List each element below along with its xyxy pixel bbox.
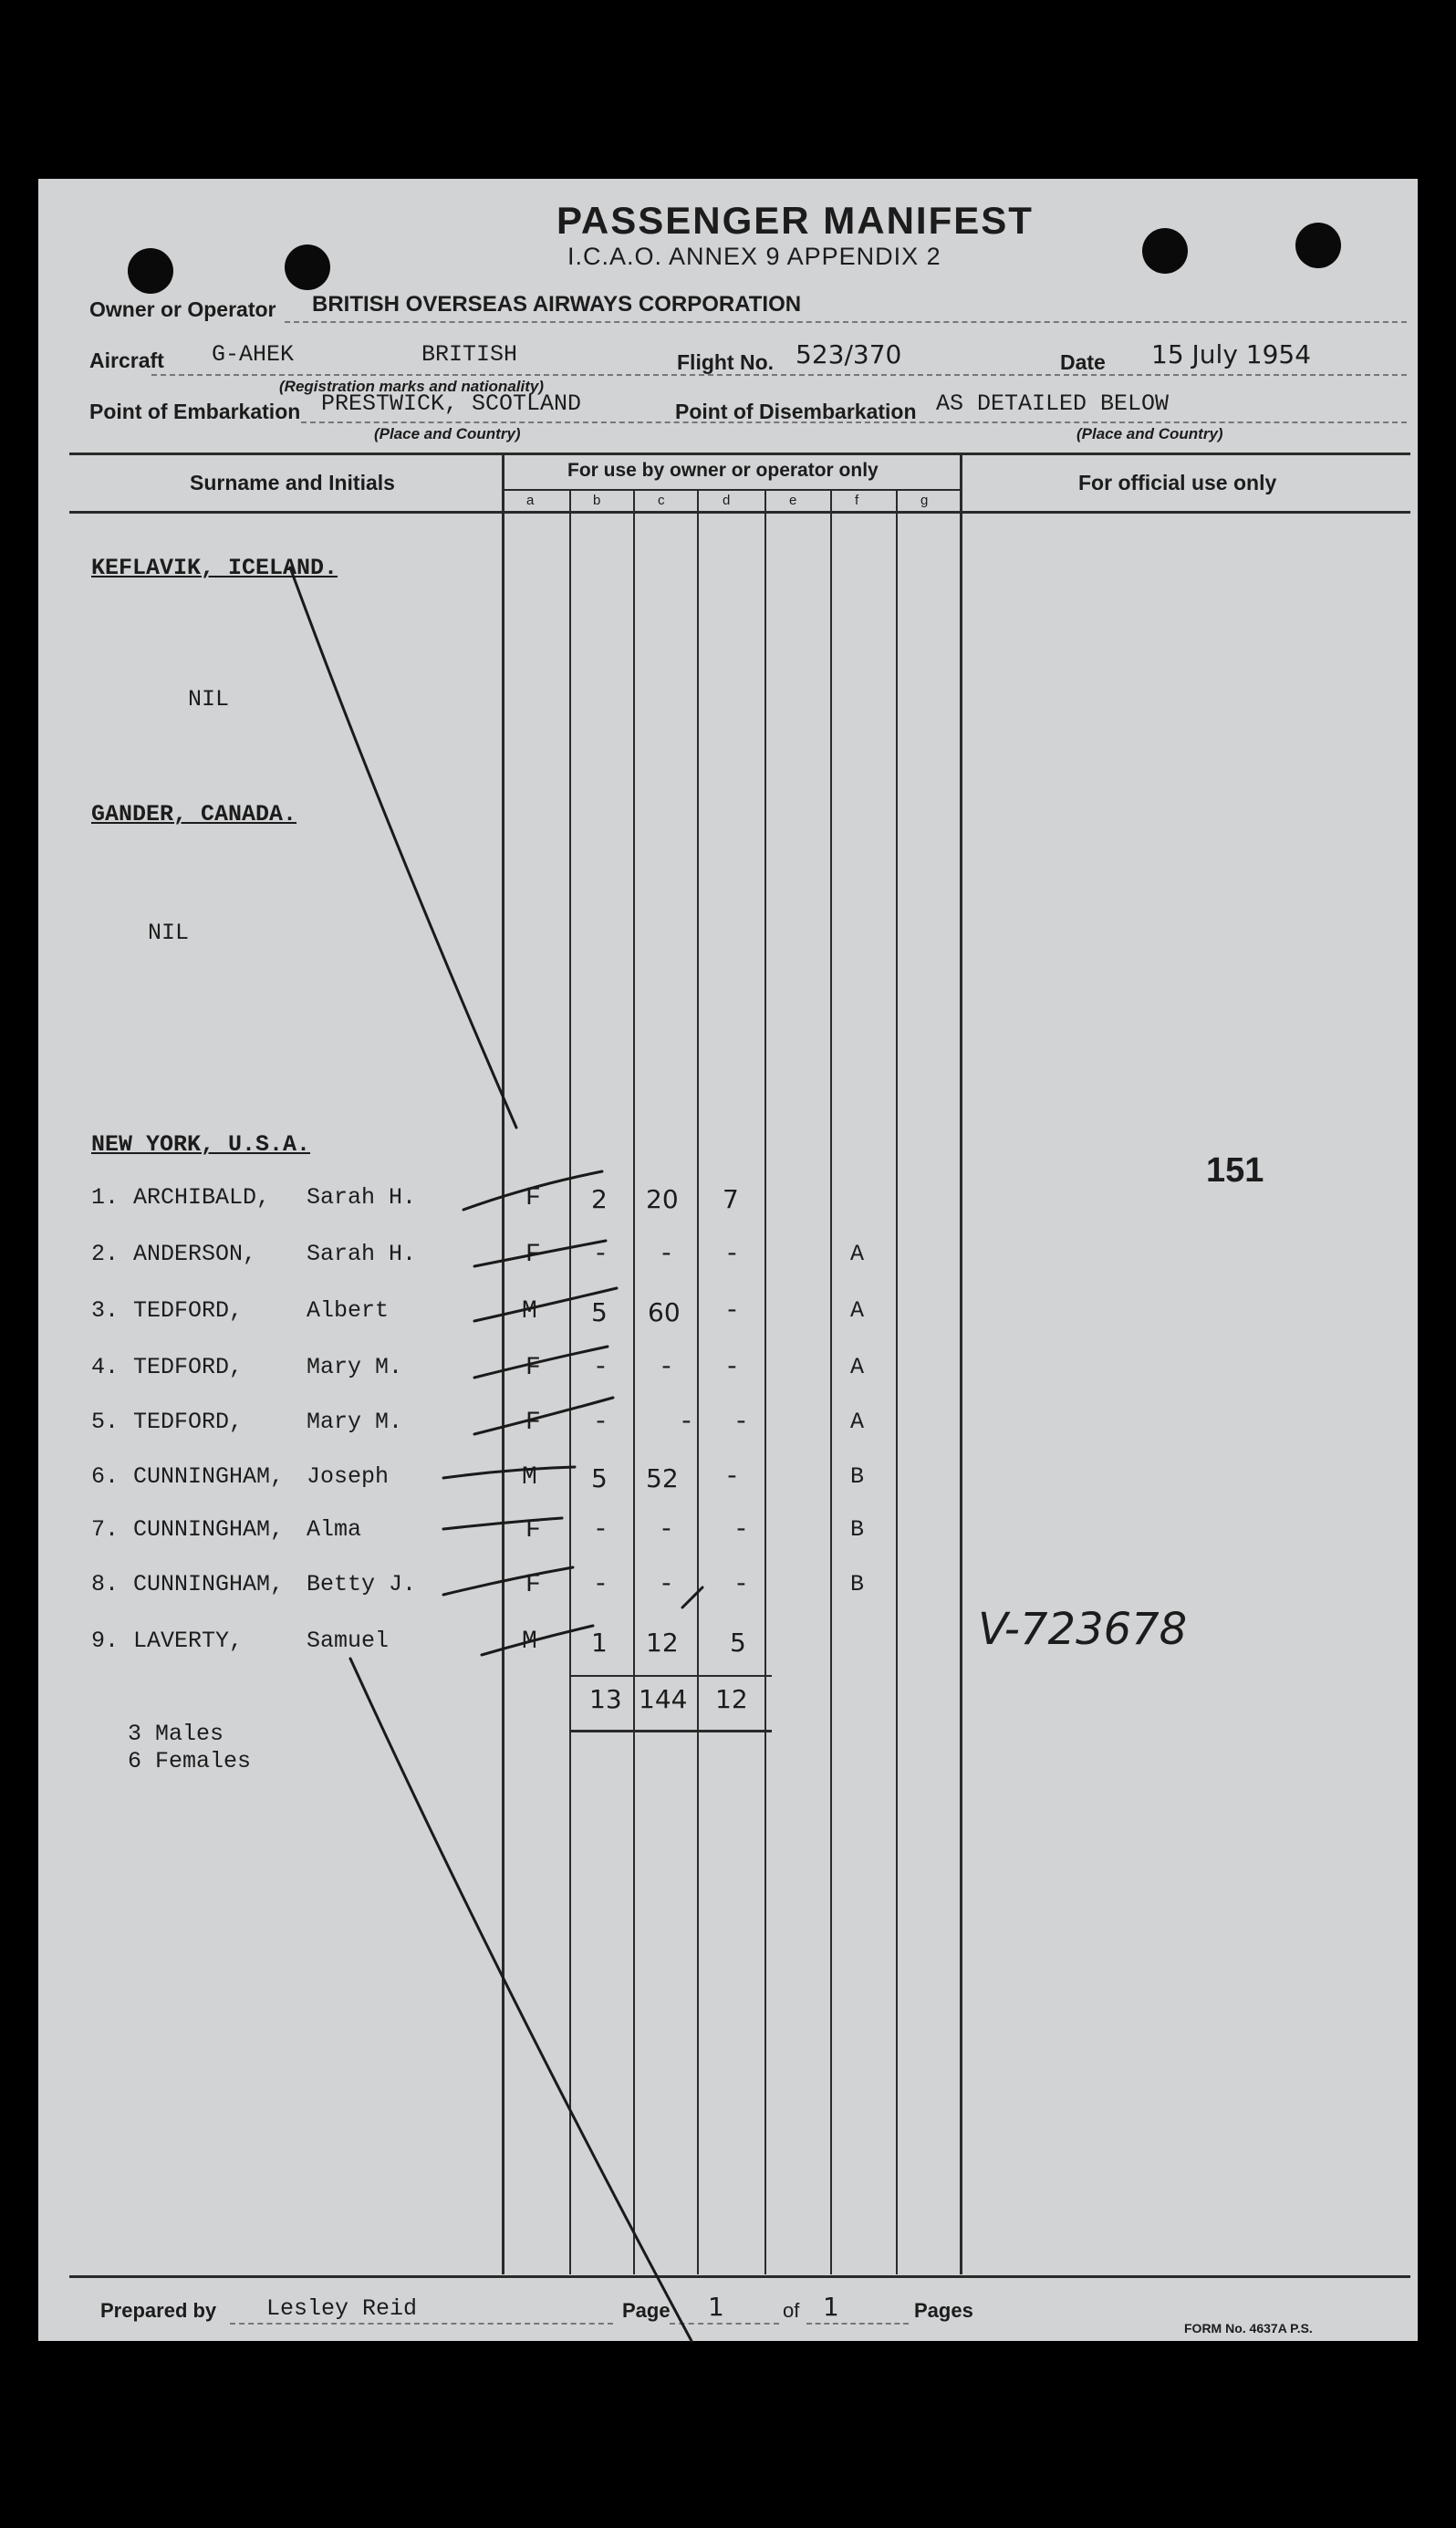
passenger-given: Sarah H. [307,1241,417,1267]
col-b-value: 2 [591,1184,608,1214]
col-f-value: A [850,1297,865,1324]
col-c-value: - [659,1354,674,1382]
row-number: 8. [91,1571,120,1597]
col-c-value: 52 [646,1463,679,1493]
col-b-value: 5 [591,1297,608,1327]
passenger-sex: M [522,1628,537,1656]
col-d-value: - [724,1354,740,1382]
col-c-label: c [658,493,665,508]
official-reference: V-723678 [978,1604,1188,1655]
col-f-value: A [850,1354,865,1380]
col-c-value: 20 [646,1184,679,1214]
passenger-surname: TEDFORD, [133,1409,244,1435]
passenger-given: Mary M. [307,1354,403,1380]
col-f-value: A [850,1409,865,1435]
tick-mark-9 [482,1626,593,1655]
passenger-sex: F [525,1409,541,1437]
section-new-york: NEW YORK, U.S.A. [91,1131,311,1158]
col-d-value: - [733,1409,749,1437]
official-stamp-number: 151 [1206,1151,1264,1190]
passenger-given: Samuel [307,1628,390,1654]
operator-header: For use by owner or operator only [567,460,879,481]
gander-nil: NIL [148,920,190,946]
embarkation-note: (Place and Country) [374,425,521,442]
col-f-label: f [855,493,859,508]
total-d: 12 [715,1684,748,1714]
passenger-given: Albert [307,1297,390,1324]
col-b-value: - [593,1354,608,1382]
flight-number: 523/370 [796,339,902,369]
disembarkation-value: AS DETAILED BELOW [936,390,1170,417]
page-title: PASSENGER MANIFEST [556,199,1034,242]
total-c: 144 [639,1684,688,1714]
passenger-given: Mary M. [307,1409,403,1435]
row-number: 7. [91,1516,120,1543]
strike-line-upper [290,567,516,1128]
col-f-value: B [850,1516,865,1543]
col-c-value: 60 [648,1297,681,1327]
col-a-label: a [526,493,535,508]
date-label: Date [1060,350,1106,374]
section-keflavik: KEFLAVIK, ICELAND. [91,555,338,581]
row-number: 2. [91,1241,120,1267]
row-number: 3. [91,1297,120,1324]
col-c-value: - [679,1409,694,1437]
passenger-sex: F [525,1516,541,1545]
col-b-value: - [593,1241,608,1269]
row-number: 9. [91,1628,120,1654]
row-number: 5. [91,1409,120,1435]
col-c-value: 12 [646,1628,679,1658]
page-value: 1 [708,2292,724,2322]
page-label: Page [622,2299,671,2322]
col-f-value: B [850,1571,865,1597]
col-e-label: e [789,493,797,508]
tick-mark-3 [474,1288,617,1321]
prepared-label: Prepared by [100,2299,217,2322]
tick-mark-7 [443,1518,562,1529]
passenger-sex: M [522,1297,537,1326]
col-f-value: B [850,1463,865,1490]
section-gander: GANDER, CANADA. [91,801,297,827]
col-d-value: 7 [723,1184,739,1214]
col-b-value: 1 [591,1628,608,1658]
tick-mark-8 [443,1567,573,1595]
prepared-value: Lesley Reid [266,2295,418,2322]
passenger-surname: ARCHIBALD, [133,1184,271,1211]
disembarkation-note: (Place and Country) [1076,425,1223,442]
col-g-label: g [920,493,929,508]
embarkation-value: PRESTWICK, SCOTLAND [321,390,582,417]
pen-stroke [682,1587,702,1607]
col-b-value: - [593,1571,608,1599]
passenger-given: Joseph [307,1463,390,1490]
passenger-surname: CUNNINGHAM, [133,1463,285,1490]
row-number: 1. [91,1184,120,1211]
passenger-sex: F [525,1184,541,1212]
passenger-sex: F [525,1571,541,1599]
embarkation-label: Point of Embarkation [89,400,301,423]
passenger-surname: TEDFORD, [133,1354,244,1380]
aircraft-registration: G-AHEK [212,341,295,368]
row-number: 6. [91,1463,120,1490]
col-d-label: d [723,493,731,508]
col-d-value: - [724,1297,740,1326]
official-header: For official use only [1078,471,1277,494]
tick-mark-4 [474,1347,608,1378]
passenger-surname: TEDFORD, [133,1297,244,1324]
passenger-surname: CUNNINGHAM, [133,1571,285,1597]
surname-header: Surname and Initials [190,471,395,494]
passenger-sex: F [525,1354,541,1382]
owner-value: BRITISH OVERSEAS AIRWAYS CORPORATION [312,292,802,317]
passenger-surname: ANDERSON, [133,1241,257,1267]
tick-mark-5 [474,1398,613,1434]
col-d-value: 5 [730,1628,746,1658]
date-value: 15 July 1954 [1151,339,1312,369]
tick-mark-1 [463,1171,602,1210]
col-b-value: - [593,1409,608,1437]
col-d-value: - [733,1571,749,1599]
col-d-value: - [724,1463,740,1492]
passenger-surname: LAVERTY, [133,1628,244,1654]
males-summary: 3 Males [128,1721,224,1747]
col-c-value: - [659,1571,674,1599]
col-d-value: - [733,1516,749,1545]
passenger-given: Betty J. [307,1571,417,1597]
page-subtitle: I.C.A.O. ANNEX 9 APPENDIX 2 [567,243,941,270]
females-summary: 6 Females [128,1748,252,1774]
col-d-value: - [724,1241,740,1269]
passenger-given: Alma [307,1516,362,1543]
aircraft-nationality: BRITISH [421,341,518,368]
registration-note: (Registration marks and nationality) [279,378,544,395]
strike-line-lower [350,1659,692,2341]
col-b-value: - [593,1516,608,1545]
col-b-value: 5 [591,1463,608,1493]
col-c-value: - [659,1516,674,1545]
passenger-given: Sarah H. [307,1184,417,1211]
total-b: 13 [589,1684,622,1714]
tick-mark-6 [443,1467,575,1478]
col-f-value: A [850,1241,865,1267]
disembarkation-label: Point of Disembarkation [675,400,917,423]
keflavik-nil: NIL [188,686,230,713]
of-value: 1 [823,2292,839,2322]
flight-label: Flight No. [677,350,775,374]
owner-label: Owner or Operator [89,297,276,321]
tick-mark-2 [474,1241,606,1266]
passenger-sex: M [522,1463,537,1492]
of-label: of [783,2299,800,2322]
row-number: 4. [91,1354,120,1380]
form-number: FORM No. 4637A P.S. [1184,2321,1313,2336]
passenger-surname: CUNNINGHAM, [133,1516,285,1543]
col-b-label: b [593,493,601,508]
passenger-sex: F [525,1241,541,1269]
aircraft-label: Aircraft [89,349,164,372]
col-c-value: - [659,1241,674,1269]
pages-label: Pages [914,2299,973,2322]
